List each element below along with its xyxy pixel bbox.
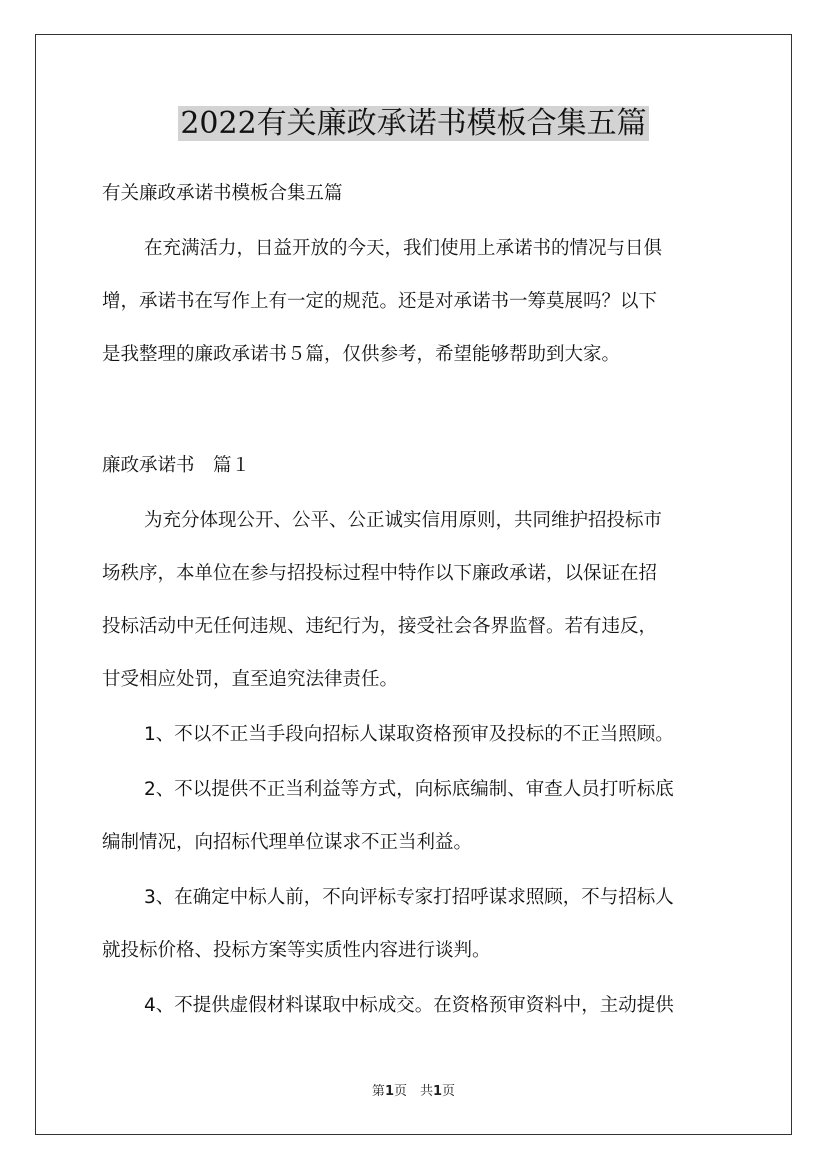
footer-page-current: 1 <box>384 1084 394 1099</box>
body-line-2: 场秩序，本单位在参与招投标过程中特作以下廉政承诺，以保证在招 <box>102 563 658 584</box>
page-footer <box>0 1083 827 1101</box>
body-line-4: 甘受相应处罚，直至追究法律责任。 <box>102 669 399 690</box>
section-heading: 廉政承诺书 篇１ <box>102 455 251 476</box>
footer-page-mid: 页 共 <box>393 1084 433 1099</box>
body-line-9: 就投标价格、投标方案等实质性内容进行谈判。 <box>102 940 491 961</box>
body-line-10: 4、不提供虚假材料谋取中标成交。在资格预审资料中，主动提供 <box>144 995 674 1016</box>
intro-line-1: 在充满活力，日益开放的今天，我们使用上承诺书的情况与日俱 <box>144 238 663 259</box>
document-title-text: 2022有关廉政承诺书模板合集五篇 <box>180 106 647 141</box>
body-line-8: 3、在确定中标人前，不向评标专家打招呼谋求照顾，不与招标人 <box>144 887 674 908</box>
footer-page-prefix: 第 <box>371 1084 385 1099</box>
footer-page-suffix: 页 <box>442 1084 456 1099</box>
body-line-1: 为充分体现公开、公平、公正诚实信用原则，共同维护招投标市 <box>144 510 663 531</box>
body-line-5: 1、不以不正当手段向招标人谋取资格预审及投标的不正当照顾。 <box>144 724 674 745</box>
intro-line-2: 增，承诺书在写作上有一定的规范。还是对承诺书一筹莫展吗？以下 <box>102 291 658 312</box>
document-title <box>0 104 827 144</box>
body-line-6: 2、不以提供不正当利益等方式，向标底编制、审查人员打听标底 <box>144 779 674 800</box>
intro-line-3: 是我整理的廉政承诺书５篇，仅供参考，希望能够帮助到大家。 <box>102 344 621 365</box>
body-line-7: 编制情况，向招标代理单位谋求不正当利益。 <box>102 832 473 853</box>
body-line-3: 投标活动中无任何违规、违纪行为，接受社会各界监督。若有违反， <box>102 616 658 637</box>
footer-page-total: 1 <box>433 1084 443 1099</box>
document-subtitle: 有关廉政承诺书模板合集五篇 <box>102 183 343 204</box>
